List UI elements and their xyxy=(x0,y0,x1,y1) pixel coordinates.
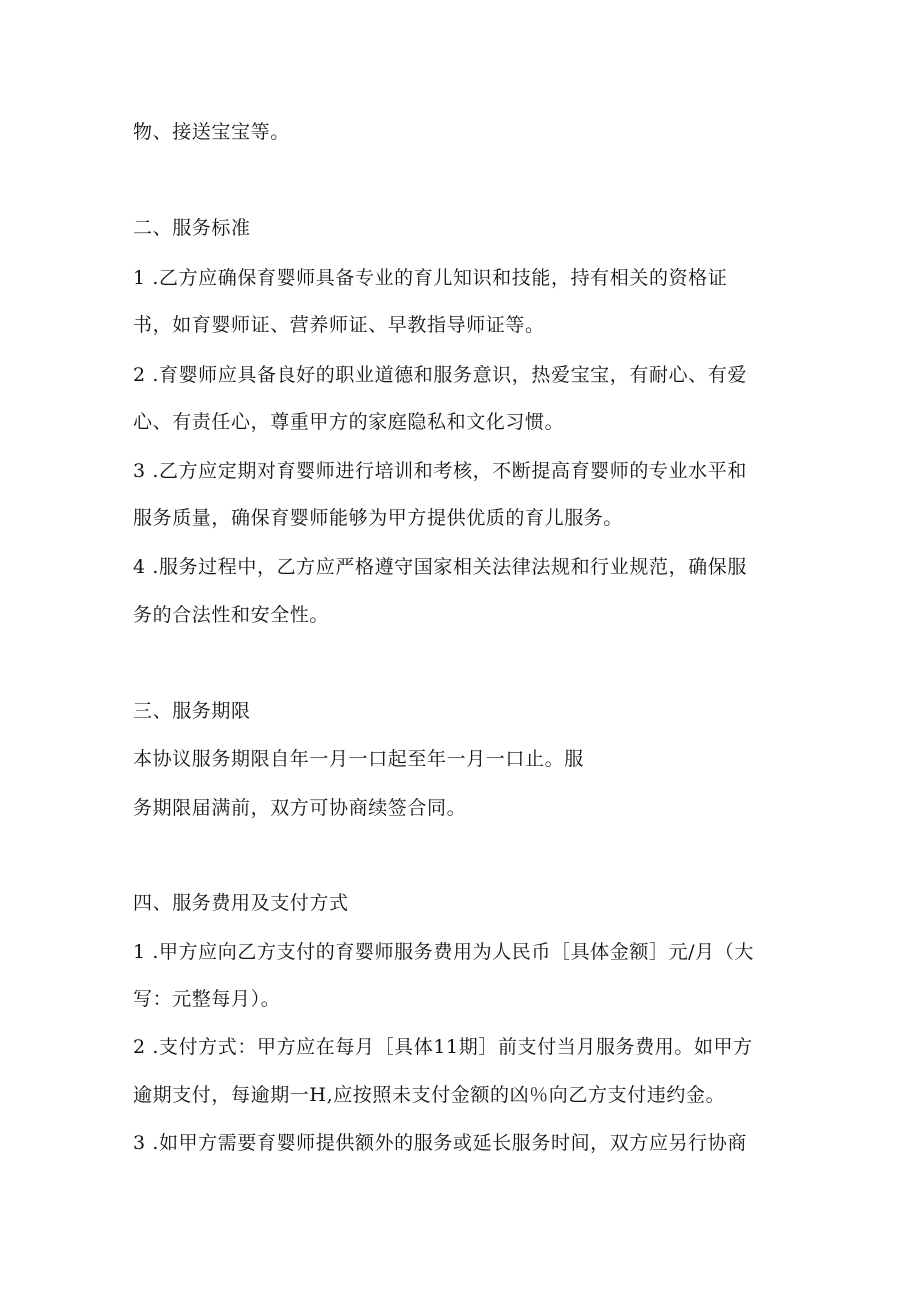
text-line: 2 .支付方式：甲方应在每月［具体11期］前支付当月服务费用。如甲方 xyxy=(133,1036,753,1058)
text-line: 写：元整每月）。 xyxy=(133,988,281,1010)
text-line: 逾期支付，每逾期一H,应按照未支付金额的凶％向乙方支付违约金。 xyxy=(133,1084,726,1106)
section-heading: 三、服务期限 xyxy=(133,700,251,722)
text-line: 1 .乙方应确保育婴师具备专业的育儿知识和技能，持有相关的资格证 xyxy=(133,267,728,289)
text-line: 书，如育婴师证、营养师证、早教指导师证等。 xyxy=(133,314,545,336)
text-line: 心、有责任心，尊重甲方的家庭隐私和文化习惯。 xyxy=(133,411,565,433)
text-line: 1 .甲方应向乙方支付的育婴师服务费用为人民币［具体金额］元/月（大 xyxy=(133,941,754,963)
section-heading: 二、服务标准 xyxy=(133,217,251,239)
text-line: 务期限届满前，双方可协商续签合同。 xyxy=(133,797,467,819)
text-line: 本协议服务期限自年一月一口起至年一月一口止。服 xyxy=(133,748,584,770)
section-heading: 四、服务费用及支付方式 xyxy=(133,892,349,914)
text-line: 3 .乙方应定期对育婴师进行培训和考核，不断提高育婴师的专业水平和 xyxy=(133,460,747,482)
text-line: 物、接送宝宝等。 xyxy=(133,121,290,143)
text-line: 2 .育婴师应具备良好的职业道德和服务意识，热爱宝宝，有耐心、有爱 xyxy=(133,364,747,386)
text-line: 3 .如甲方需要育婴师提供额外的服务或延长服务时间，双方应另行协商 xyxy=(133,1132,747,1154)
text-line: 服务质量，确保育婴师能够为甲方提供优质的育儿服务。 xyxy=(133,507,624,529)
text-line: 4 .服务过程中，乙方应严格遵守国家相关法律法规和行业规范，确保服 xyxy=(133,556,747,578)
text-line: 务的合法性和安全性。 xyxy=(133,604,330,626)
